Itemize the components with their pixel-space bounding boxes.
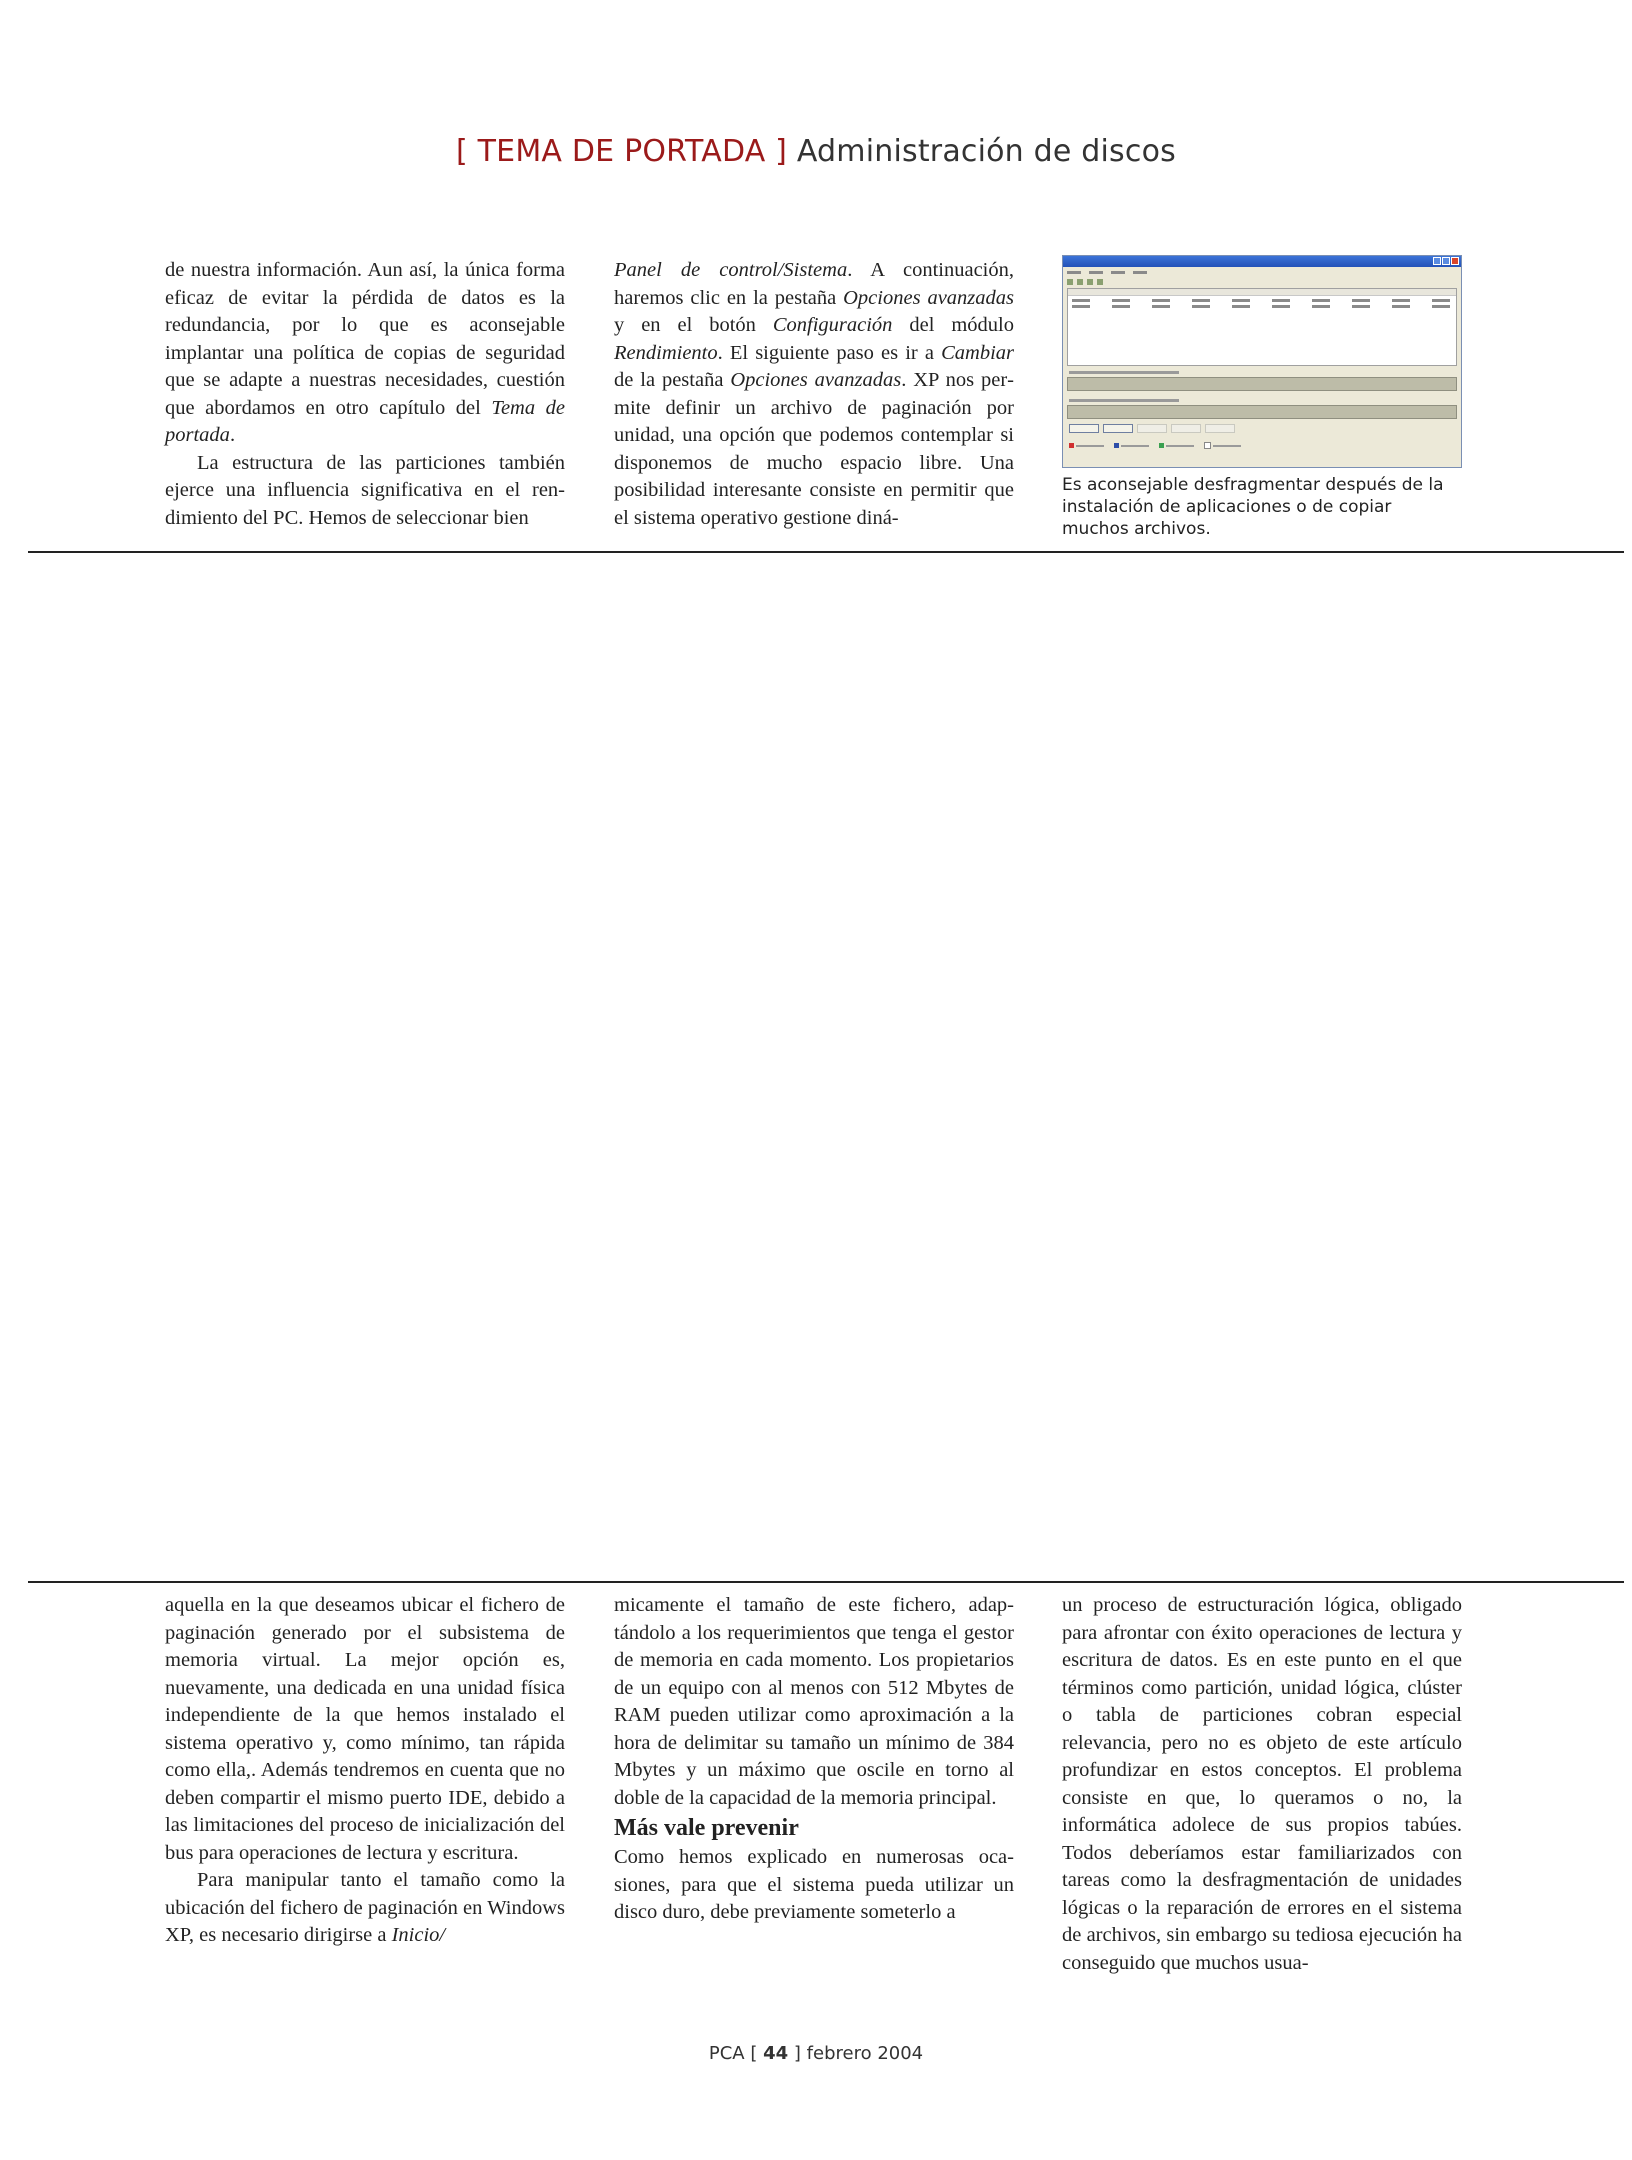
footer-brand: PCA [708, 2043, 745, 2064]
text-run: de nuestra información. Aun así, la única forma eficaz de evitar la pérdida de datos es la redundancia, por lo que es aconsejable implantar una política de copias de seguridad que se adapte a nuestras necesidades, cuestión que abordamos en otro capítulo del [165, 259, 565, 419]
text-run: . A continuación, haremos clic en la pestaña [614, 259, 1014, 309]
running-header [0, 134, 1632, 169]
text-run: Para manipular tanto el tamaño como la ubicación del fichero de paginación en Windows XP, es necesario dirigirse a [165, 1869, 565, 1946]
defragment-button [1103, 424, 1133, 433]
emphasis: Opciones avanzadas [730, 369, 902, 391]
emphasis: Tema de portada [165, 396, 566, 446]
paragraph: un proceso de estructuración lógica, obligado para afrontar con éxito operaciones de lectura y escritura de datos. Es en este punto en el que términos como partición, unidad lógica, clúster o tabla de particiones cobran especial relevancia, pero no es objeto de este artículo profundizar en estos conceptos. El problema consiste en que, lo queramos o no, la informática adolece de sus propios tabúes. Todos deberíamos estar familiarizados con tareas como la desfragmentación de unidades lógicas o la reparación de errores en el sistema de archivos, sin embargo su tediosa ejecución ha conseguido que muchos usua- [1062, 1594, 1462, 1974]
maximize-icon [1442, 257, 1450, 265]
text-run: . XP nos permite definir un archivo de paginación por unidad, una opción que podemos contemplar si disponemos de mucho espacio libre. Una posibilidad interesante consiste en permitir que el sistema operativo gestione diná- [614, 369, 1014, 529]
window-menubar [1067, 269, 1457, 277]
analysis-label [1069, 371, 1179, 374]
emphasis: Cambiar [941, 341, 1014, 364]
defrag-bar [1067, 405, 1457, 419]
window-titlebar [1063, 256, 1461, 267]
page-footer [0, 2043, 1632, 2064]
list-item [1072, 305, 1452, 308]
divider-bottom [28, 1581, 1624, 1583]
close-icon [1451, 257, 1459, 265]
minimize-icon [1433, 257, 1441, 265]
footer-bracket: ] [793, 2043, 801, 2064]
pause-button [1137, 424, 1167, 433]
paragraph: aquella en la que deseamos ubicar el fichero de paginación generado por el subsistema de memoria virtual. La mejor opción es, nuevamente, una dedicada en una unidad física independiente de la que hemos instalado el sistema operativo y, como mínimo, tan rápida como ella,. Además tendremos en cuenta que no deben compartir el mismo puerto IDE, debido a las limitaciones del proceso de inicialización del bus para operaciones de lectura y escritura. [165, 1594, 565, 1864]
list-header [1068, 289, 1456, 296]
text-run: y en el botón [614, 314, 773, 336]
bottom-column-3 [1062, 1592, 1462, 1977]
list-item [1072, 299, 1452, 302]
footer-date: febrero 2004 [806, 2043, 924, 2064]
emphasis: Opciones avanzadas [843, 286, 1014, 309]
top-column-1 [165, 257, 565, 532]
analyze-button [1069, 424, 1099, 433]
text-run: del módulo [892, 314, 1014, 336]
window-toolbar [1067, 279, 1457, 287]
bottom-column-2 [614, 1592, 1014, 1927]
bottom-column-1 [165, 1592, 565, 1950]
volume-list [1067, 288, 1457, 366]
window-legend [1069, 442, 1241, 449]
divider-top [28, 551, 1624, 553]
emphasis: Configuración [772, 314, 893, 336]
emphasis: Panel de control/Sistema [614, 259, 848, 281]
stop-button [1171, 424, 1201, 433]
section-label: [ TEMA DE PORTADA ] [456, 134, 788, 169]
emphasis: Inicio/ [391, 1924, 446, 1946]
report-button [1205, 424, 1235, 433]
top-column-2 [614, 257, 1014, 532]
footer-bracket: [ [750, 2043, 758, 2064]
header-title: Administración de discos [796, 134, 1176, 169]
window-buttons [1069, 424, 1235, 433]
subheading: Más vale prevenir [614, 1815, 799, 1841]
analysis-bar [1067, 377, 1457, 391]
paragraph [165, 257, 565, 450]
paragraph [614, 257, 1014, 532]
text-run: . [229, 424, 236, 446]
defrag-label [1069, 399, 1179, 402]
window-controls [1433, 257, 1459, 265]
text-run: . El siguiente paso es ir a [717, 341, 942, 364]
page-number: 44 [763, 2043, 789, 2064]
paragraph: La estructura de las particiones también ejerce una influencia significativa en el rendimiento del PC. Hemos de seleccionar bien [165, 451, 565, 529]
text-run: de la pestaña [614, 369, 731, 391]
paragraph [165, 1867, 565, 1950]
paragraph: micamente el tamaño de este fichero, adaptándolo a los requerimientos que tenga el gestor de memoria en cada momento. Los propietarios de un equipo con al menos con 512 Mbytes de RAM pueden utilizar como aproximación a la hora de delimitar su tamaño un mínimo de 384 Mbytes y un máximo que oscile en torno al doble de la capacidad de la memoria principal. [614, 1594, 1014, 1809]
defrag-window-screenshot [1062, 255, 1462, 468]
paragraph: Como hemos explicado en numerosas ocasiones, para que el sistema pueda utilizar un disco duro, debe previamente someterlo a [614, 1846, 1014, 1923]
emphasis: Rendimiento [614, 341, 718, 364]
figure-caption: Es aconsejable desfragmentar después de la instalación de aplicaciones o de copiar muchos archivos. [1062, 475, 1444, 539]
